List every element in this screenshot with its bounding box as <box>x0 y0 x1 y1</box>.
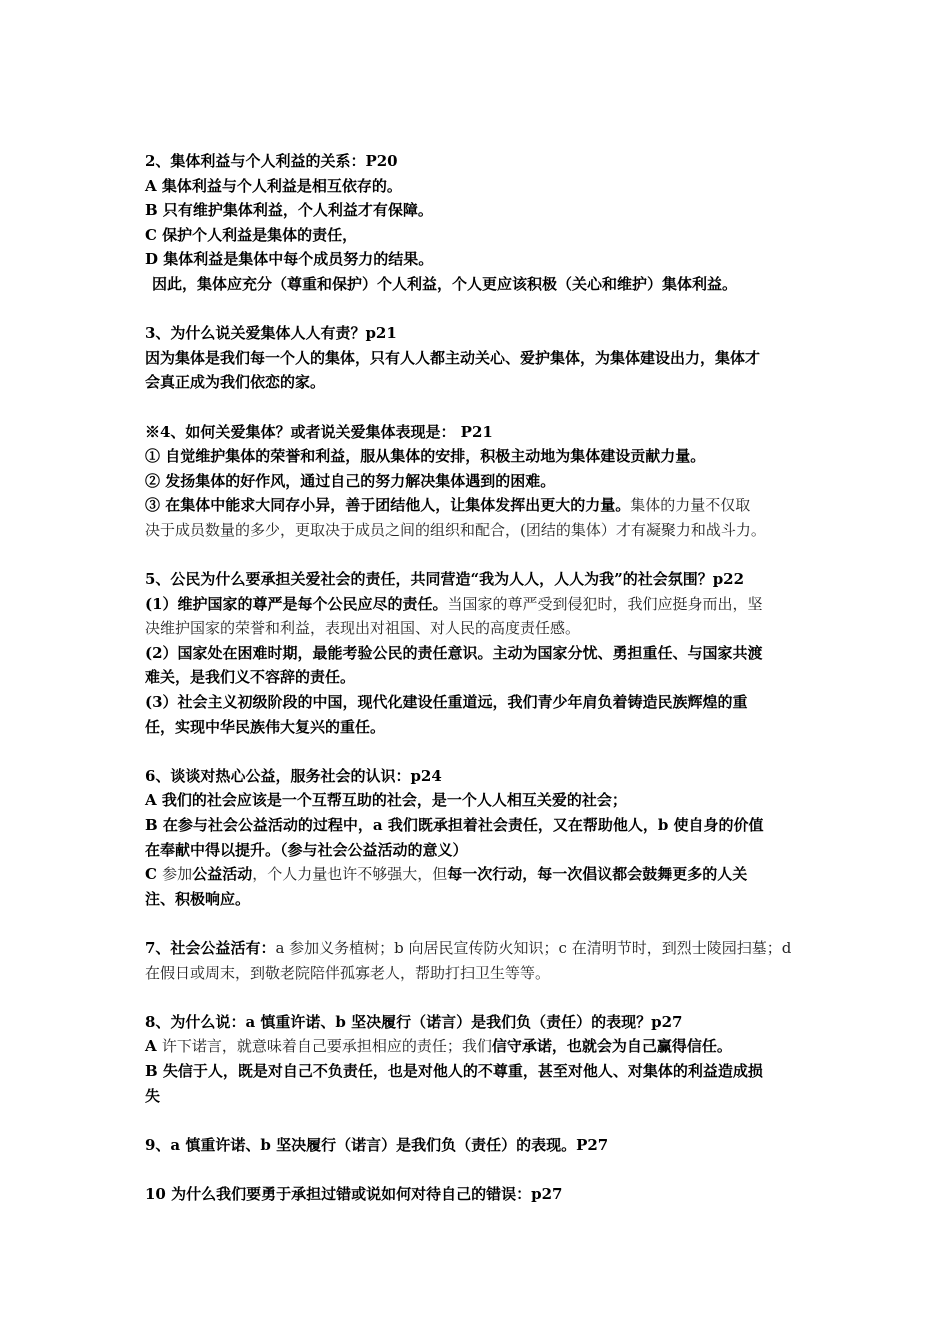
s2-conclusion: 因此，集体应充分（尊重和保护）个人利益，个人更应该积极（关心和维护）集体利益。 <box>152 274 738 293</box>
s5-point2-line1: (2）国家处在困难时期，最能考验公民的责任意识。主动为国家分忧、勇担重任、与国家共渡 <box>145 643 763 662</box>
s8-item-a-text: 许下诺言，就意味着自己要承担相应的责任；我们 <box>161 1037 492 1056</box>
s5-title: 5、公民为什么要承担关爱社会的责任，共同营造“我为人人，人人为我”的社会氛围？p22 <box>145 570 745 589</box>
spacer <box>145 911 820 936</box>
s7-line2: 在假日或周末，到敬老院陪伴孤寡老人，帮助打扫卫生等等。 <box>145 963 551 982</box>
s6-item-c <box>145 862 820 887</box>
s8-item-a-bold: 信守承诺，也就会为自己赢得信任。 <box>491 1037 732 1056</box>
s4-point3 <box>145 493 820 518</box>
s8-item-a <box>145 1034 820 1059</box>
s5-point1-normal: 当国家的尊严受到侵犯时，我们应挺身而出，坚 <box>447 594 763 613</box>
s3-line1: 因为集体是我们每一个人的集体，只有人人都主动关心、爱护集体，为集体建设出力，集体才 <box>145 348 761 367</box>
s6-item-c-bold2: 每一次行动，每一次倡议都会鼓舞更多的人关 <box>447 865 748 884</box>
s4-point3-line2: 决于成员数量的多少，更取决于成员之间的组织和配合，(团结的集体）才有凝聚力和战斗力。 <box>145 520 766 539</box>
s8-item-b-line2: 失 <box>145 1086 161 1105</box>
s7-title: 7、社会公益活有： <box>145 939 276 957</box>
s10-title: 10 为什么我们要勇于承担过错或说如何对待自己的错误：p27 <box>145 1184 563 1203</box>
spacer <box>145 985 820 1010</box>
s6-item-c-line2: 注、积极响应。 <box>145 889 251 908</box>
s7-line1-text: a 参加义务植树；b 向居民宣传防火知识；c 在清明节时，到烈士陵园扫墓；d <box>275 939 792 957</box>
s6-item-b-line2: 在奉献中得以提升。（参与社会公益活动的意义） <box>145 840 468 859</box>
spacer <box>145 543 820 568</box>
s9-title: 9、a 慎重许诺、b 坚决履行（诺言）是我们负（责任）的表现。P27 <box>145 1135 609 1154</box>
s5-point2-line2: 难关，是我们义不容辞的责任。 <box>145 668 356 687</box>
s2-item-d: D 集体利益是集体中每个成员努力的结果。 <box>145 250 434 269</box>
s4-point3-normal: 集体的力量不仅取 <box>630 496 751 515</box>
s2-item-b: B 只有维护集体利益，个人利益才有保障。 <box>145 201 433 220</box>
spacer <box>145 1157 820 1182</box>
s7-line1 <box>145 936 820 961</box>
s6-title: 6、谈谈对热心公益，服务社会的认识：p24 <box>145 766 442 785</box>
s8-item-b-line1: B 失信于人，既是对自己不负责任，也是对他人的不尊重，甚至对他人、对集体的利益造成损 <box>145 1061 763 1080</box>
spacer <box>145 739 820 764</box>
s8-title: 8、为什么说：a 慎重许诺、b 坚决履行（诺言）是我们负（责任）的表现？p27 <box>145 1012 683 1031</box>
s5-point3-line2: 任，实现中华民族伟大复兴的重任。 <box>145 717 386 736</box>
s4-title: ※4、如何关爱集体？或者说关爱集体表现是： P21 <box>145 422 493 441</box>
s4-point1: ① 自觉维护集体的荣誉和利益，服从集体的安排，积极主动地为集体建设贡献力量。 <box>145 447 706 466</box>
s5-point1 <box>145 592 820 617</box>
spacer <box>145 1108 820 1133</box>
s6-item-c-text1: 参加 <box>162 865 193 884</box>
s3-title: 3、为什么说关爱集体人人有责？p21 <box>145 324 397 343</box>
s8-item-a-prefix: A <box>145 1037 162 1056</box>
s2-item-c: C 保护个人利益是集体的责任， <box>145 225 358 244</box>
s6-item-c-bold1: 公益活动 <box>192 865 253 884</box>
s3-line2: 会真正成为我们依恋的家。 <box>145 373 326 392</box>
s5-point3-line1: (3）社会主义初级阶段的中国，现代化建设任重道远，我们青少年肩负着铸造民族辉煌的重 <box>145 693 748 712</box>
s6-item-b-line1: B 在参与社会公益活动的过程中，a 我们既承担着社会责任，又在帮助他人，b 使自身的价值 <box>145 816 764 835</box>
document-body <box>145 149 820 1207</box>
s4-point2: ② 发扬集体的好作风，通过自己的努力解决集体遇到的困难。 <box>145 471 556 490</box>
s5-point1-line2: 决维护国家的荣誉和利益，表现出对祖国、对人民的高度责任感。 <box>145 619 581 638</box>
s6-item-c-text2: ，个人力量也许不够强大，但 <box>252 865 448 884</box>
s2-item-a: A 集体利益与个人利益是相互依存的。 <box>145 176 402 195</box>
s5-point1-bold: (1）维护国家的尊严是每个公民应尽的责任。 <box>145 594 448 613</box>
s6-item-c-prefix: C <box>145 865 163 884</box>
s6-item-a: A 我们的社会应该是一个互帮互助的社会，是一个人人相互关爱的社会； <box>145 791 627 810</box>
s4-point3-bold: ③ 在集体中能求大同存小异，善于团结他人，让集体发挥出更大的力量。 <box>145 496 631 515</box>
s2-title: 2、集体利益与个人利益的关系：P20 <box>145 152 398 170</box>
spacer <box>145 297 820 322</box>
spacer <box>145 395 820 420</box>
